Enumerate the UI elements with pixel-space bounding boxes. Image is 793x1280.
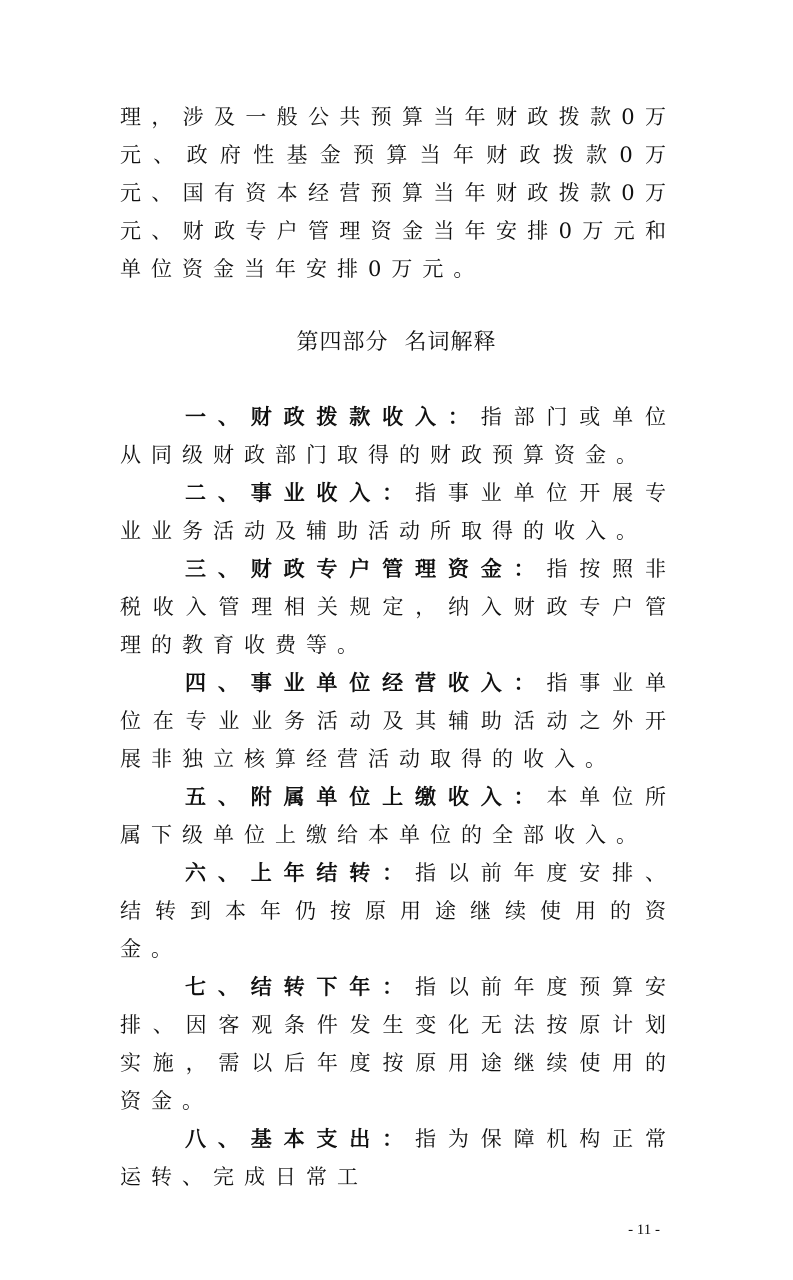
section-part: 第四部分 [296,330,389,355]
intro-paragraph: 理，涉及一般公共预算当年财政拨款0万元、政府性基金预算当年财政拨款0万元、国有资本经营预算当年财政拨款0万元、财政专户管理资金当年安排0万元和单位资金当年安排0万元。 [120,105,676,281]
page-number: - 11 - [628,1222,660,1238]
definition-item [120,550,676,664]
definition-term: 二、事业收入： [185,481,415,505]
definition-text: 指为保障机构正常运转、完成日常工 [120,1127,676,1189]
definition-term: 五、附属单位上缴收入： [185,785,547,809]
intro-block [120,98,676,288]
definition-item [120,474,676,550]
definition-term: 三、财政专户管理资金： [185,557,547,581]
definition-term: 一、财政拨款收入： [185,405,481,429]
definitions-list [120,398,676,1196]
section-name: 名词解释 [404,330,497,355]
definition-text: 指以前年度预算安排、因客观条件发生变化无法按原计划实施，需以后年度按原用途继续使用的资金。 [120,975,676,1113]
definition-item [120,1120,676,1196]
definition-text: 指按照非税收入管理相关规定，纳入财政专户管理的教育收费等。 [120,557,677,657]
definition-text: 指事业单位在专业业务活动及其辅助活动之外开展非独立核算经营活动取得的收入。 [120,671,677,771]
definition-text: 指事业单位开展专业业务活动及辅助活动所取得的收入。 [120,481,676,543]
definition-term: 四、事业单位经营收入： [185,671,547,695]
definition-item [120,968,676,1120]
definition-term: 七、结转下年： [185,975,415,999]
definition-text: 指部门或单位从同级财政部门取得的财政预算资金。 [120,405,677,467]
definition-item [120,778,676,854]
definition-item [120,854,676,968]
section-title [0,324,793,362]
definition-text: 本单位所属下级单位上缴给本单位的全部收入。 [120,785,677,847]
definition-term: 六、上年结转： [185,861,415,885]
definition-item [120,664,676,778]
definition-term: 八、基本支出： [185,1127,415,1151]
definition-text: 指以前年度安排、结转到本年仍按原用途继续使用的资金。 [120,861,676,961]
definition-item [120,398,676,474]
